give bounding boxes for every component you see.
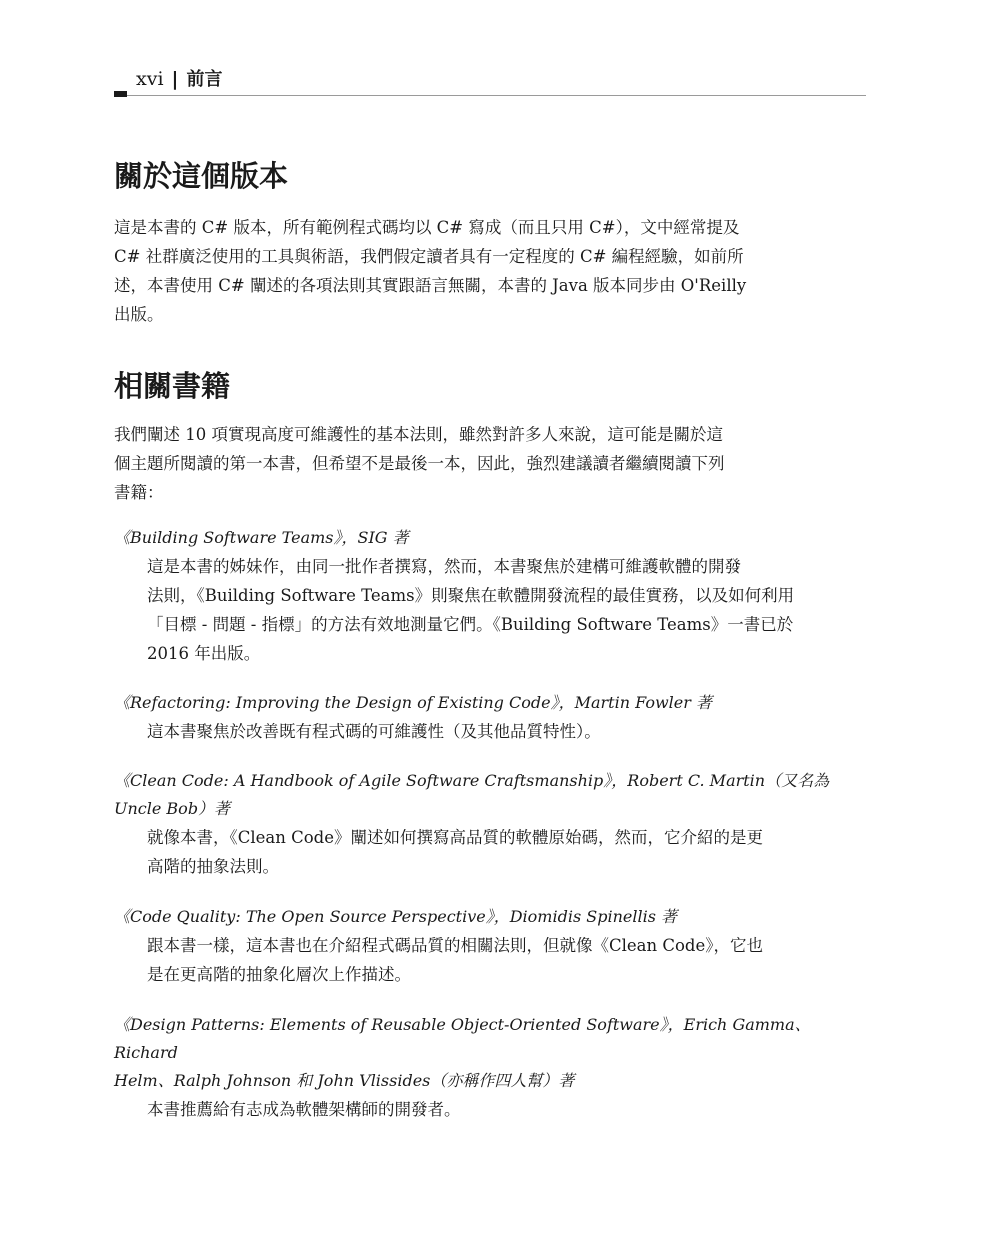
book-description (114, 823, 866, 881)
book-description (114, 931, 866, 989)
section-heading-edition: 關於這個版本 (114, 159, 289, 193)
text-line: 出版。 (114, 305, 164, 324)
edition-paragraph (114, 213, 866, 329)
book-description (114, 717, 866, 746)
book-description (114, 1095, 866, 1124)
section-heading-related-books: 相關書籍 (114, 369, 231, 403)
text-line: 述，本書使用 C# 闡述的各項法則其實跟語言無關，本書的 Java 版本同步由 O'Reilly (114, 276, 747, 295)
book-description (114, 552, 866, 668)
header-rule (127, 95, 866, 96)
book-entry (114, 524, 866, 668)
header-text (136, 66, 222, 93)
book-title-line: 《Code Quality: The Open Source Perspective》，Diomidis Spinellis 著 (114, 907, 677, 926)
text-line: 「目標 - 問題 - 指標」的方法有效地測量它們。《Building Software Teams》一書已於 (147, 615, 794, 634)
text-line: 2016 年出版。 (147, 644, 261, 663)
book-title-line: Helm、Ralph Johnson 和 John Vlissides（亦稱作四人幫）著 (114, 1071, 575, 1090)
book-entry (114, 1011, 866, 1124)
chapter-title: 前言 (186, 69, 223, 90)
book-title-line: Uncle Bob）著 (114, 799, 231, 818)
related-books-intro (114, 420, 866, 507)
text-line: 書籍： (114, 483, 164, 502)
text-line: 就像本書，《Clean Code》闡述如何撰寫高品質的軟體原始碼，然而，它介紹的是更 (147, 828, 764, 847)
book-entry (114, 767, 866, 881)
page-number: xvi (136, 68, 164, 90)
book-title-line: 《Design Patterns: Elements of Reusable Object-Oriented Software》，Erich Gamma、Richard (114, 1015, 811, 1062)
book-title (114, 1011, 866, 1095)
text-line: 這本書聚焦於改善既有程式碼的可維護性（及其他品質特性）。 (147, 722, 601, 741)
text-line: 我們闡述 10 項實現高度可維護性的基本法則，雖然對許多人來說，這可能是關於這 (114, 425, 723, 444)
book-title-line: 《Clean Code: A Handbook of Agile Software Craftsmanship》，Robert C. Martin（又名為 (114, 771, 830, 790)
text-line: 法則，《Building Software Teams》則聚焦在軟體開發流程的最佳實務，以及如何利用 (147, 586, 795, 605)
text-line: 本書推薦給有志成為軟體架構師的開發者。 (147, 1100, 461, 1119)
text-line: 這是本書的姊妹作，由同一批作者撰寫，然而，本書聚焦於建構可維護軟體的開發 (147, 557, 741, 576)
book-entry (114, 689, 866, 746)
text-line: 高階的抽象法則。 (147, 857, 279, 876)
text-line: 是在更高階的抽象化層次上作描述。 (147, 965, 411, 984)
book-entry (114, 903, 866, 989)
header-marker (114, 91, 127, 97)
running-header (114, 64, 866, 98)
header-separator: | (171, 68, 179, 90)
book-title-line: 《Refactoring: Improving the Design of Existing Code》，Martin Fowler 著 (114, 693, 712, 712)
book-title (114, 767, 866, 823)
book-title-line: 《Building Software Teams》，SIG 著 (114, 528, 409, 547)
text-line: 個主題所閱讀的第一本書，但希望不是最後一本，因此，強烈建議讀者繼續閱讀下列 (114, 454, 725, 473)
text-line: 跟本書一樣，這本書也在介紹程式碼品質的相關法則，但就像《Clean Code》，它也 (147, 936, 764, 955)
book-title (114, 689, 866, 717)
text-line: C# 社群廣泛使用的工具與術語，我們假定讀者具有一定程度的 C# 編程經驗，如前所 (114, 247, 744, 266)
book-title (114, 903, 866, 931)
text-line: 這是本書的 C# 版本，所有範例程式碼均以 C# 寫成（而且只用 C#），文中經常提及 (114, 218, 740, 237)
book-title (114, 524, 866, 552)
